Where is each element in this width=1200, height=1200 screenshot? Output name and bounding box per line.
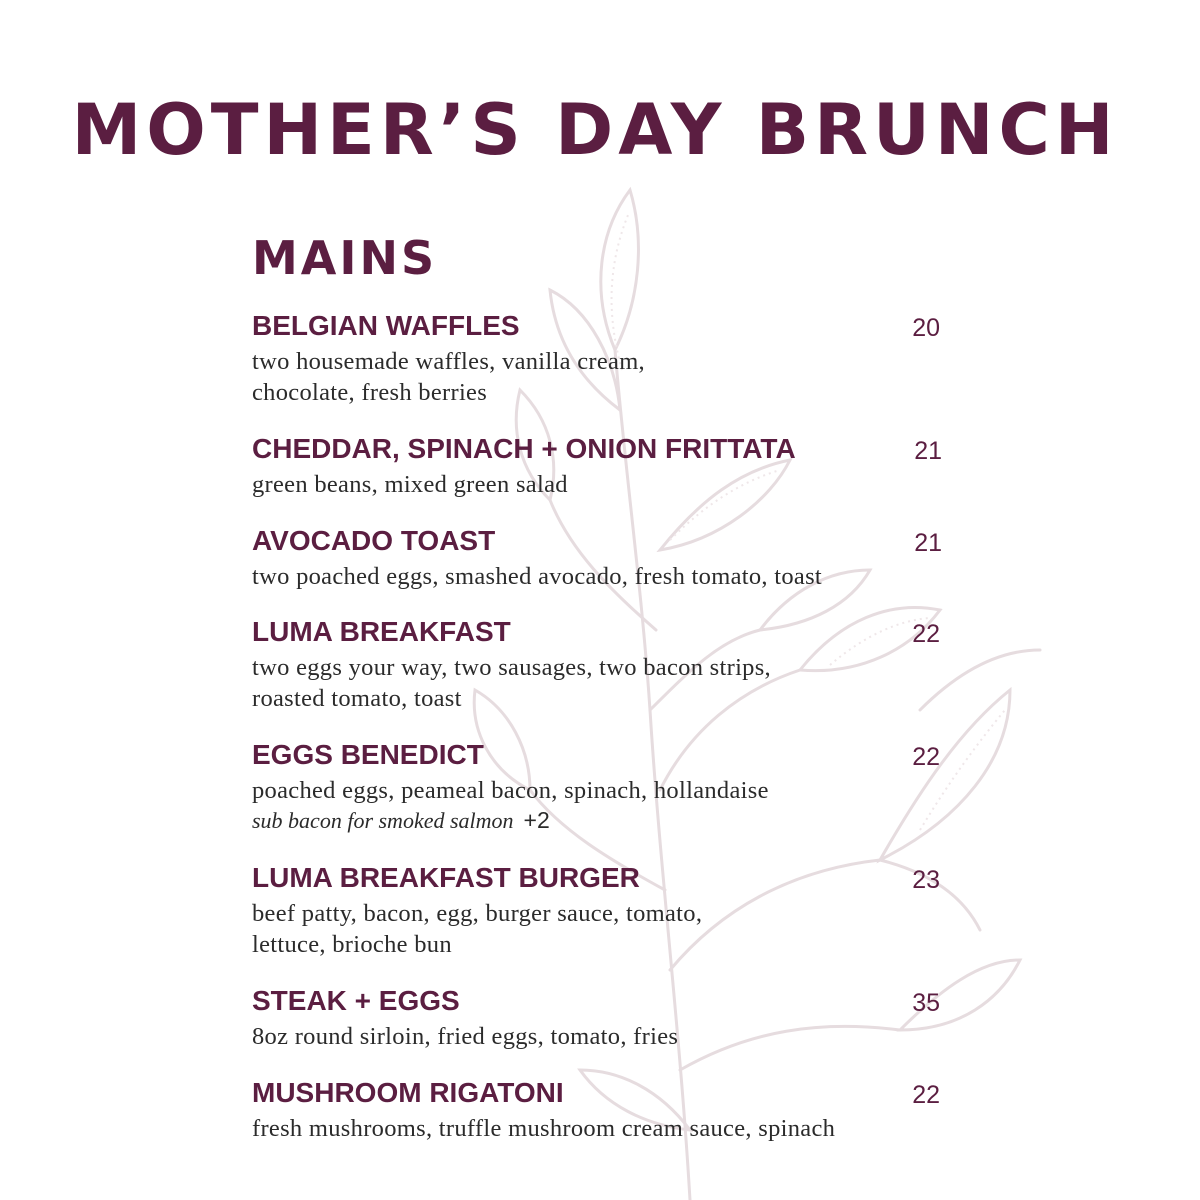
menu-item-price: 22: [912, 1081, 940, 1109]
section-title-mains: MAINS: [252, 231, 438, 285]
menu-item-description: [252, 469, 568, 500]
menu-item-description-line: beef patty, bacon, egg, burger sauce, tomato,: [252, 900, 703, 927]
substitution-note-price: +2: [523, 807, 550, 833]
menu-item-name: LUMA BREAKFAST BURGER: [252, 862, 640, 893]
menu-item-description: [252, 1021, 678, 1052]
menu-item-name: CHEDDAR, SPINACH + ONION FRITTATA: [252, 433, 796, 464]
menu-item-description-line: 8oz round sirloin, fried eggs, tomato, fries: [252, 1023, 679, 1050]
menu-item-description: [252, 652, 771, 714]
menu-item-description-line: chocolate, fresh berries: [252, 379, 488, 406]
page-title: MOTHER’S DAY BRUNCH: [71, 89, 1119, 171]
menu-item-description-line: lettuce, brioche bun: [252, 931, 452, 958]
menu-item-name: AVOCADO TOAST: [252, 525, 496, 556]
menu-item-description-line: two eggs your way, two sausages, two bacon strips,: [252, 654, 771, 681]
menu-item-description-line: two housemade waffles, vanilla cream,: [252, 348, 645, 375]
menu-item-substitution-note: [252, 805, 550, 836]
menu-item-description-line: two poached eggs, smashed avocado, fresh tomato, toast: [252, 563, 823, 590]
menu-item-price: 35: [912, 989, 940, 1017]
menu-item-price: 21: [914, 529, 942, 557]
menu-item-name: STEAK + EGGS: [252, 985, 460, 1016]
menu-item-price: 22: [912, 620, 940, 648]
menu-item-description: [252, 775, 769, 806]
menu-item-name: EGGS BENEDICT: [252, 739, 484, 770]
menu-item-price: 20: [912, 314, 940, 342]
menu-item-name: MUSHROOM RIGATONI: [252, 1077, 564, 1108]
menu-item-price: 22: [912, 743, 940, 771]
substitution-note-text: sub bacon for smoked salmon: [252, 808, 514, 833]
menu-item-price: 23: [912, 866, 940, 894]
menu-item-description: [252, 1113, 835, 1144]
menu-item-description: [252, 898, 702, 960]
menu-item-name: LUMA BREAKFAST: [252, 616, 511, 647]
menu-item-description: [252, 346, 645, 408]
menu-item-description-line: poached eggs, peameal bacon, spinach, hollandaise: [252, 777, 769, 804]
menu-item-description-line: roasted tomato, toast: [252, 685, 462, 712]
menu-item-description-line: green beans, mixed green salad: [252, 471, 568, 498]
menu-item-description: [252, 561, 822, 592]
menu-item-price: 21: [914, 437, 942, 465]
menu-item-name: BELGIAN WAFFLES: [252, 310, 520, 341]
menu-item-description-line: fresh mushrooms, truffle mushroom cream sauce, spinach: [252, 1115, 836, 1142]
